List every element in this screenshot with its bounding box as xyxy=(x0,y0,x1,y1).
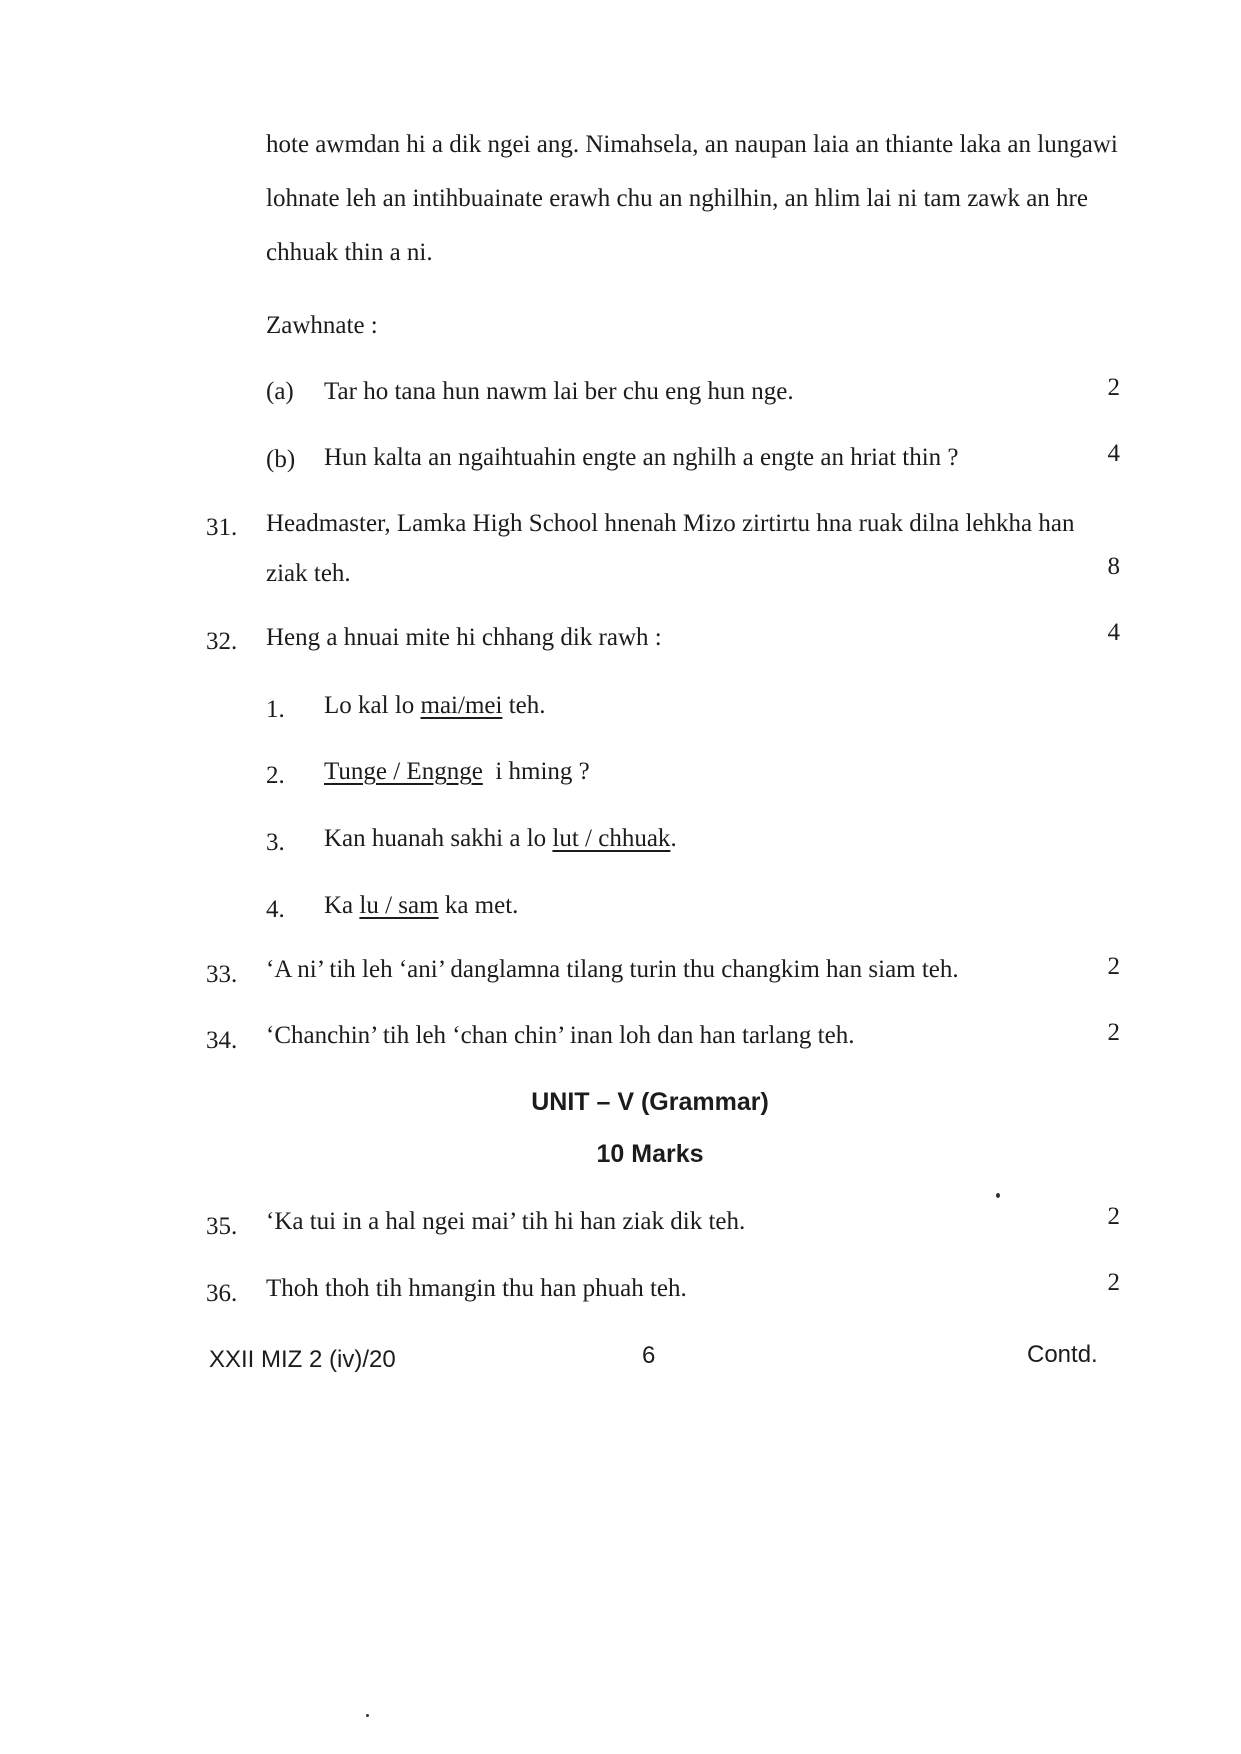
passage-line-2: lohnate leh an intihbuainate erawh chu an nghilhin, an hlim lai ni tam zawk an hre xyxy=(266,185,1088,212)
paper-code: XXII MIZ 2 (iv)/20 xyxy=(209,1346,396,1373)
item-1-post: teh. xyxy=(502,692,546,719)
scan-speck xyxy=(366,1714,369,1717)
item-1-pre: Lo kal lo xyxy=(324,692,421,719)
item-4-pre: Ka xyxy=(324,892,360,919)
question-35-marks: 2 xyxy=(1107,1203,1120,1230)
item-3-options: lut / chhuak xyxy=(552,825,671,852)
question-31-number: 31. xyxy=(206,514,238,541)
question-33-marks: 2 xyxy=(1107,953,1120,980)
passage-line-1: hote awmdan hi a dik ngei ang. Nimahsela, an naupan laia an thiante laka an lungawi xyxy=(266,131,1118,158)
question-32-marks: 4 xyxy=(1107,619,1120,646)
question-31-marks: 8 xyxy=(1107,553,1120,580)
question-34-number: 34. xyxy=(206,1027,238,1054)
question-31-line-2: ziak teh. xyxy=(266,560,351,587)
unit-heading: UNIT – V (Grammar) xyxy=(531,1088,769,1116)
question-32-number: 32. xyxy=(206,628,238,655)
question-32-item-3 xyxy=(324,824,677,854)
question-32-item-1-number: 1. xyxy=(266,696,285,723)
question-36-marks: 2 xyxy=(1107,1269,1120,1296)
scan-speck xyxy=(996,1193,1000,1198)
continued-label: Contd. xyxy=(1027,1341,1098,1368)
sub-question-b-text: Hun kalta an ngaihtuahin engte an nghilh a engte an hriat thin ? xyxy=(324,444,959,471)
item-1-options: mai/mei xyxy=(420,692,503,719)
question-34-text: ‘Chanchin’ tih leh ‘chan chin’ inan loh dan han tarlang teh. xyxy=(266,1022,855,1049)
question-32-item-4 xyxy=(324,891,518,921)
question-35-number: 35. xyxy=(206,1213,238,1240)
unit-marks-heading: 10 Marks xyxy=(596,1140,704,1168)
question-32-text: Heng a hnuai mite hi chhang dik rawh : xyxy=(266,624,662,651)
passage-line-3: chhuak thin a ni. xyxy=(266,239,433,266)
question-32-item-3-number: 3. xyxy=(266,829,285,856)
item-2-post: i hming ? xyxy=(482,758,590,785)
question-32-item-2-number: 2. xyxy=(266,762,285,789)
questions-label: Zawhnate : xyxy=(266,312,378,339)
question-35-text: ‘Ka tui in a hal ngei mai’ tih hi han ziak dik teh. xyxy=(266,1208,746,1235)
sub-question-a-label: (a) xyxy=(266,378,294,405)
item-3-post: . xyxy=(670,825,677,852)
sub-question-b-marks: 4 xyxy=(1107,440,1120,467)
question-36-number: 36. xyxy=(206,1280,238,1307)
sub-question-a-text: Tar ho tana hun nawm lai ber chu eng hun nge. xyxy=(324,378,794,405)
question-34-marks: 2 xyxy=(1107,1019,1120,1046)
item-2-options: Tunge / Engnge xyxy=(324,758,483,785)
question-32-item-1 xyxy=(324,691,545,721)
question-32-item-2 xyxy=(324,757,590,787)
question-33-number: 33. xyxy=(206,961,238,988)
question-33-text: ‘A ni’ tih leh ‘ani’ danglamna tilang turin thu changkim han siam teh. xyxy=(266,956,959,983)
item-4-options: lu / sam xyxy=(359,892,439,919)
question-32-item-4-number: 4. xyxy=(266,896,285,923)
item-3-pre: Kan huanah sakhi a lo xyxy=(324,825,553,852)
sub-question-a-marks: 2 xyxy=(1107,374,1120,401)
question-31-line-1: Headmaster, Lamka High School hnenah Mizo zirtirtu hna ruak dilna lehkha han xyxy=(266,510,1075,537)
sub-question-b-label: (b) xyxy=(266,446,296,473)
item-4-post: ka met. xyxy=(438,892,519,919)
page-number: 6 xyxy=(642,1342,656,1369)
question-36-text: Thoh thoh tih hmangin thu han phuah teh. xyxy=(266,1275,687,1302)
